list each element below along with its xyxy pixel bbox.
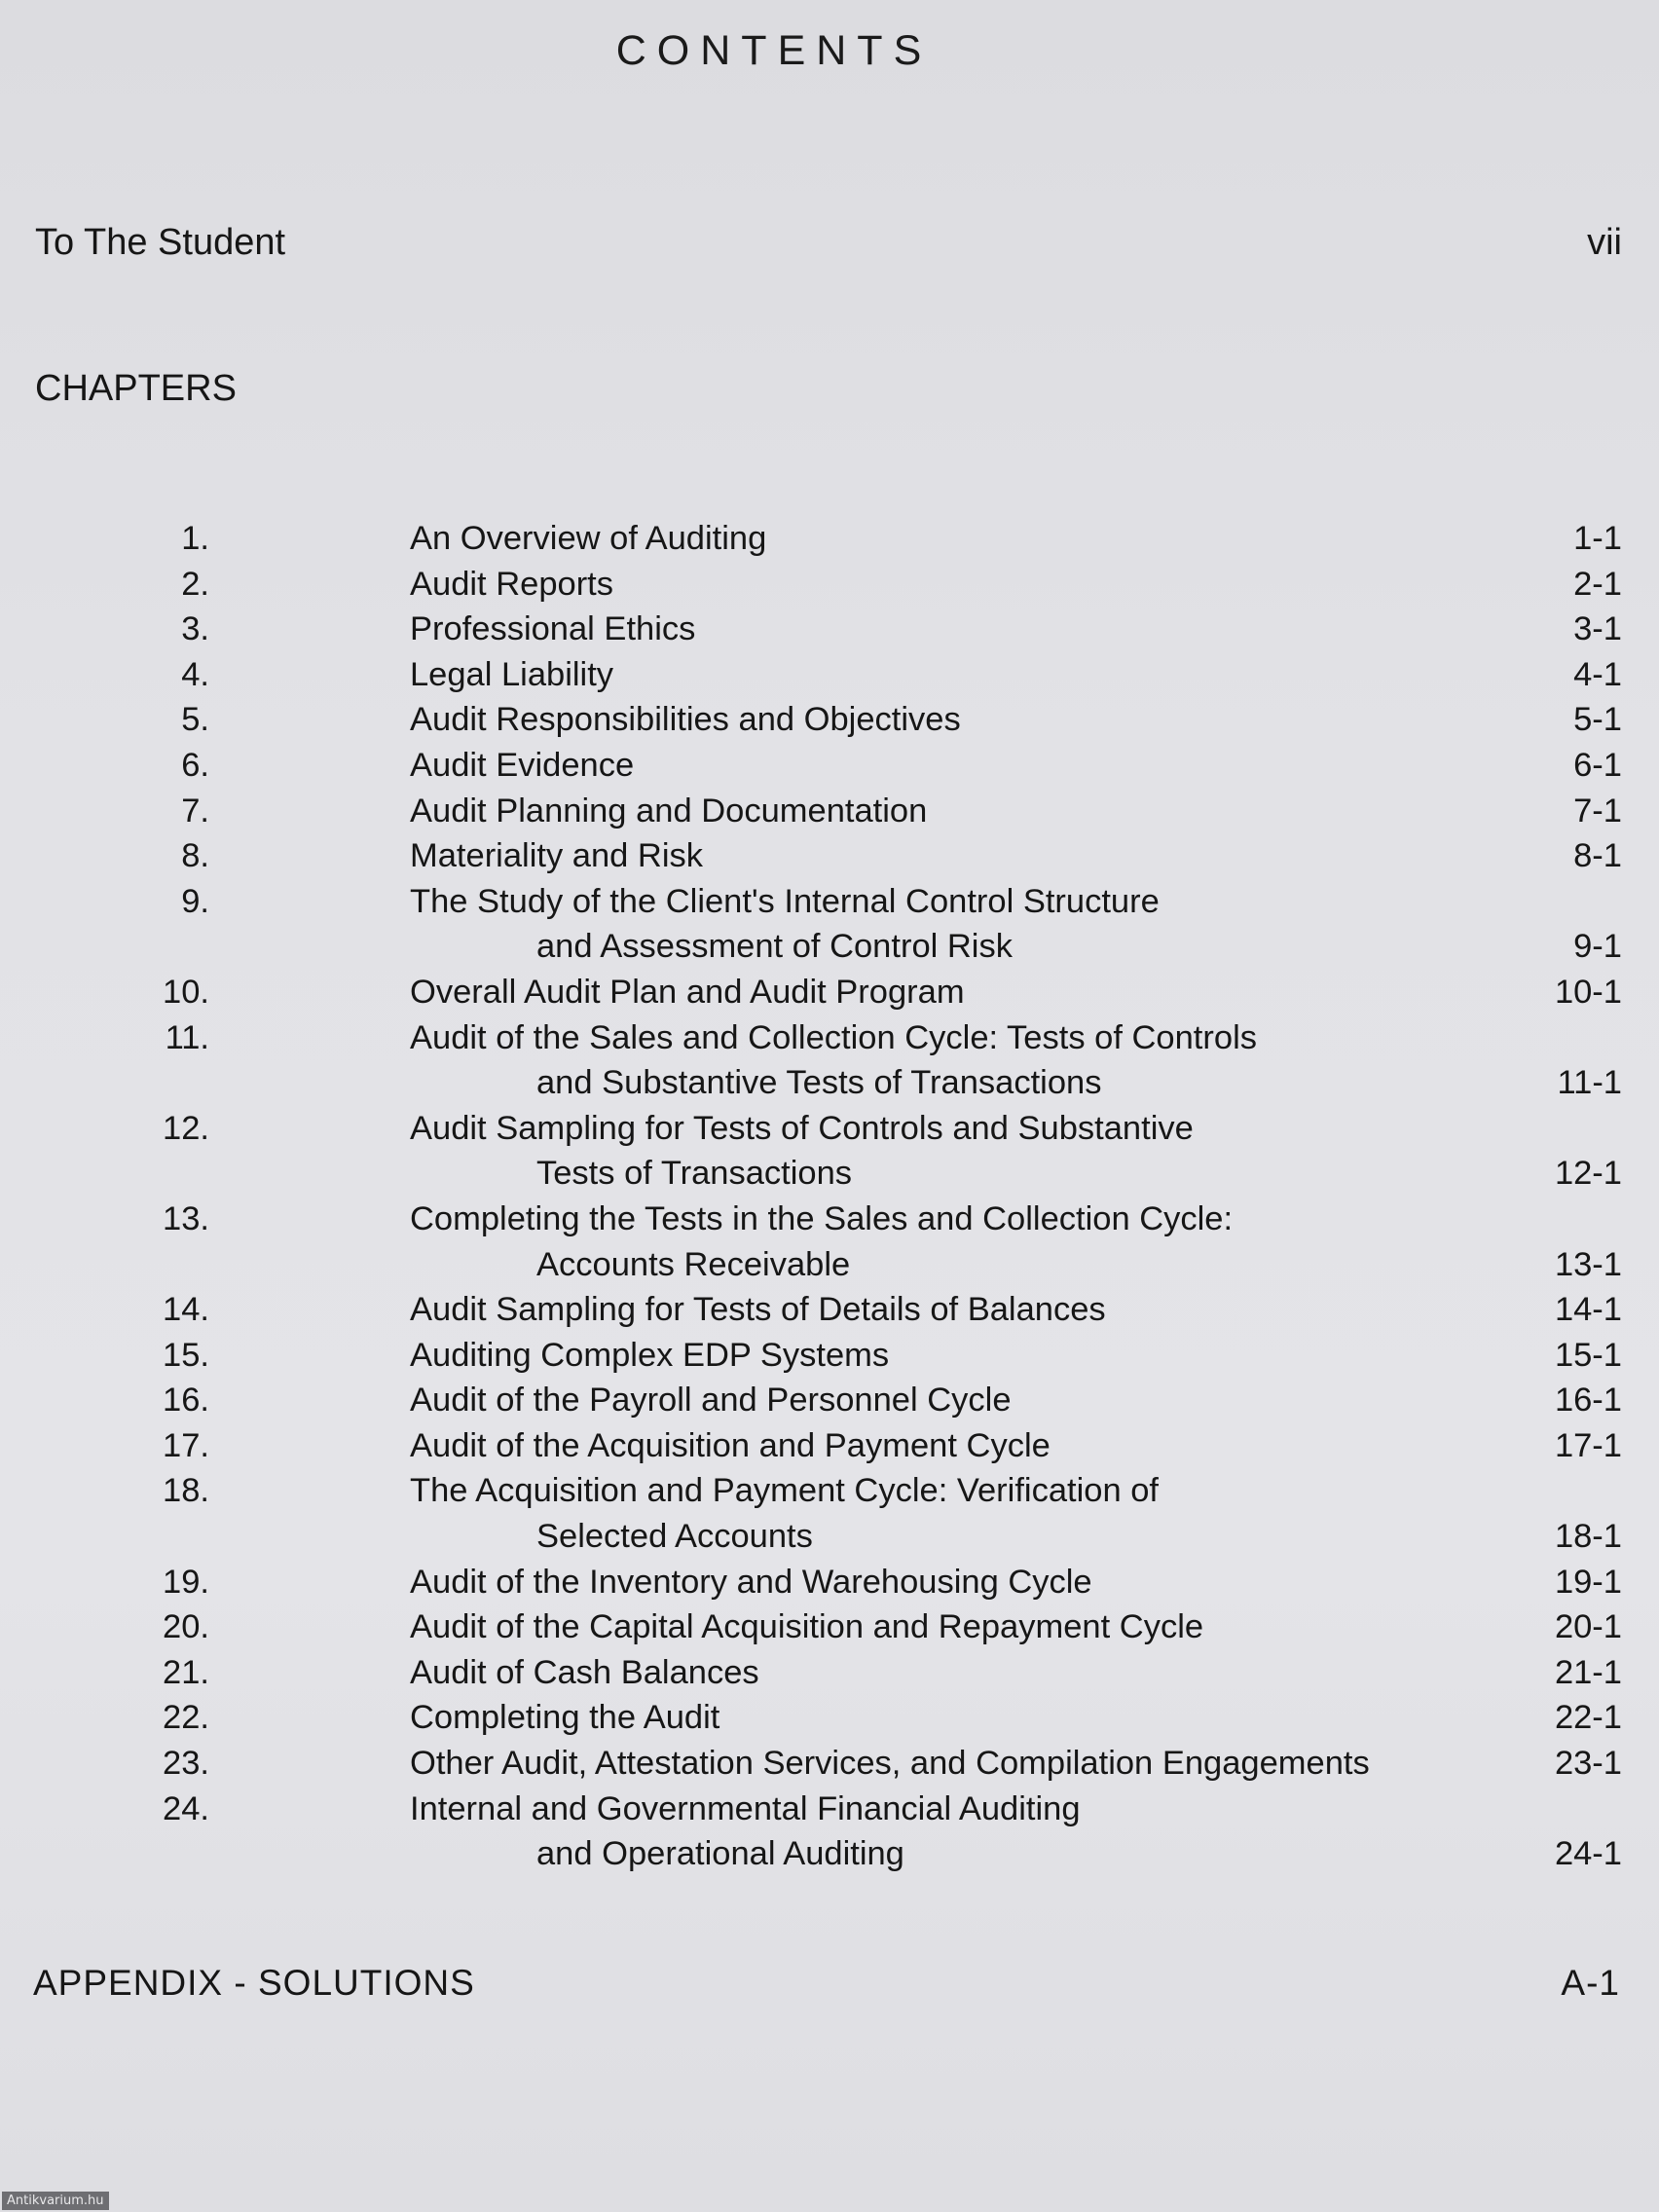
chapter-page: 17-1: [1554, 1426, 1622, 1464]
chapter-page: 12-1: [1554, 1155, 1622, 1193]
chapter-page: 8-1: [1573, 837, 1622, 875]
chapter-page: 11-1: [1557, 1064, 1622, 1102]
chapter-entry: [0, 1333, 1659, 1379]
chapter-title: The Study of the Client's Internal Control Structure: [410, 882, 1160, 920]
chapter-entry: [0, 1106, 1659, 1197]
chapter-number: 17.: [163, 1426, 209, 1464]
chapter-page: 9-1: [1573, 928, 1622, 966]
chapter-entry: [0, 833, 1659, 879]
chapter-page: 15-1: [1554, 1336, 1622, 1374]
chapter-page: 1-1: [1573, 520, 1622, 557]
chapter-title: Audit of the Inventory and Warehousing Cycle: [410, 1563, 1092, 1601]
chapter-page: 6-1: [1573, 746, 1622, 784]
chapter-number: 24.: [163, 1789, 209, 1827]
chapter-entry: [0, 1741, 1659, 1787]
chapter-entry: [0, 1015, 1659, 1106]
chapter-number: 23.: [163, 1745, 209, 1783]
chapter-title: Legal Liability: [410, 655, 614, 693]
chapter-title: Materiality and Risk: [410, 837, 704, 875]
chapter-entry: [0, 743, 1659, 789]
chapter-entry: [0, 1197, 1659, 1287]
chapter-number: 14.: [163, 1291, 209, 1329]
chapter-number: 19.: [163, 1563, 209, 1601]
chapter-number: 8.: [181, 837, 209, 875]
chapter-title: Audit Sampling for Tests of Controls and Substantive: [410, 1109, 1194, 1147]
chapter-title: Audit Planning and Documentation: [410, 792, 928, 830]
chapter-list: [0, 516, 1659, 1877]
chapter-entry: [0, 970, 1659, 1015]
chapter-page: 23-1: [1554, 1745, 1622, 1783]
chapter-entry: [0, 1378, 1659, 1423]
chapter-page: 22-1: [1554, 1699, 1622, 1737]
chapter-title: Auditing Complex EDP Systems: [410, 1336, 890, 1374]
chapter-page: 16-1: [1554, 1382, 1622, 1419]
chapter-number: 3.: [181, 610, 209, 648]
chapter-title: Audit Responsibilities and Objectives: [410, 701, 961, 739]
chapter-page: 18-1: [1554, 1518, 1622, 1556]
chapter-entry: [0, 1787, 1659, 1877]
chapter-number: 4.: [181, 655, 209, 693]
chapter-page: 3-1: [1573, 610, 1622, 648]
chapter-number: 18.: [163, 1472, 209, 1510]
chapter-title: Audit Evidence: [410, 746, 635, 784]
chapter-title: An Overview of Auditing: [410, 520, 767, 557]
chapter-page: 19-1: [1554, 1563, 1622, 1601]
chapter-number: 1.: [181, 520, 209, 557]
chapter-title: Internal and Governmental Financial Auditing: [410, 1789, 1081, 1827]
chapter-title: Overall Audit Plan and Audit Program: [410, 973, 965, 1011]
chapter-entry: [0, 1560, 1659, 1605]
chapter-number: 21.: [163, 1653, 209, 1691]
chapter-number: 12.: [163, 1109, 209, 1147]
chapter-title-continuation: and Assessment of Control Risk: [536, 928, 1013, 966]
page-title: CONTENTS: [615, 27, 933, 74]
chapter-title: Professional Ethics: [410, 610, 696, 648]
chapter-title: Audit Sampling for Tests of Details of Balances: [410, 1291, 1106, 1329]
chapter-page: 2-1: [1573, 565, 1622, 603]
chapter-entry: [0, 1287, 1659, 1333]
chapter-entry: [0, 879, 1659, 970]
chapter-title: Completing the Audit: [410, 1699, 720, 1737]
chapter-title-continuation: and Substantive Tests of Transactions: [536, 1064, 1102, 1102]
chapter-entry: [0, 1423, 1659, 1469]
chapter-title: Audit of Cash Balances: [410, 1653, 759, 1691]
toc-entry-page: vii: [1587, 222, 1622, 263]
chapter-title: Completing the Tests in the Sales and Collection Cycle:: [410, 1199, 1234, 1237]
chapter-entry: [0, 1604, 1659, 1650]
chapter-entry: [0, 607, 1659, 652]
chapter-page: 4-1: [1573, 655, 1622, 693]
chapter-page: 20-1: [1554, 1608, 1622, 1646]
toc-entry-page: A-1: [1561, 1963, 1620, 2003]
chapter-number: 20.: [163, 1608, 209, 1646]
chapter-number: 2.: [181, 565, 209, 603]
chapter-entry: [0, 1650, 1659, 1696]
chapter-page: 13-1: [1554, 1245, 1622, 1283]
chapter-title-continuation: Selected Accounts: [536, 1518, 813, 1556]
chapter-number: 13.: [163, 1199, 209, 1237]
chapter-title: Audit of the Acquisition and Payment Cycle: [410, 1426, 1051, 1464]
chapter-number: 5.: [181, 701, 209, 739]
chapter-entry: [0, 789, 1659, 834]
chapter-page: 10-1: [1554, 973, 1622, 1011]
chapter-entry: [0, 516, 1659, 562]
chapter-entry: [0, 697, 1659, 743]
chapter-entry: [0, 652, 1659, 698]
chapter-page: 24-1: [1554, 1835, 1622, 1873]
toc-entry-label: APPENDIX - SOLUTIONS: [33, 1963, 475, 2003]
chapter-number: 6.: [181, 746, 209, 784]
chapter-title-continuation: Tests of Transactions: [536, 1155, 853, 1193]
chapter-number: 22.: [163, 1699, 209, 1737]
chapter-title: The Acquisition and Payment Cycle: Verification of: [410, 1472, 1159, 1510]
chapter-title: Other Audit, Attestation Services, and Compilation Engagements: [410, 1745, 1370, 1783]
chapter-number: 15.: [163, 1336, 209, 1374]
chapter-entry: [0, 1468, 1659, 1559]
chapter-title-continuation: Accounts Receivable: [536, 1245, 851, 1283]
chapter-page: 14-1: [1554, 1291, 1622, 1329]
chapter-page: 7-1: [1573, 792, 1622, 830]
watermark-label: Antikvarium.hu: [2, 2192, 109, 2210]
chapters-heading: CHAPTERS: [35, 368, 237, 409]
chapter-title: Audit of the Payroll and Personnel Cycle: [410, 1382, 1012, 1419]
chapter-title: Audit of the Sales and Collection Cycle: Tests of Controls: [410, 1018, 1257, 1056]
chapter-title-continuation: and Operational Auditing: [536, 1835, 904, 1873]
chapter-page: 5-1: [1573, 701, 1622, 739]
toc-entry-to-the-student: [35, 222, 1622, 271]
chapter-page: 21-1: [1554, 1653, 1622, 1691]
chapter-number: 10.: [163, 973, 209, 1011]
chapter-title: Audit of the Capital Acquisition and Repayment Cycle: [410, 1608, 1204, 1646]
chapter-entry: [0, 562, 1659, 608]
toc-entry-label: To The Student: [35, 222, 286, 263]
chapter-number: 9.: [181, 882, 209, 920]
chapter-number: 7.: [181, 792, 209, 830]
chapter-entry: [0, 1695, 1659, 1741]
chapter-number: 11.: [165, 1018, 209, 1056]
chapter-number: 16.: [163, 1382, 209, 1419]
chapter-title: Audit Reports: [410, 565, 614, 603]
